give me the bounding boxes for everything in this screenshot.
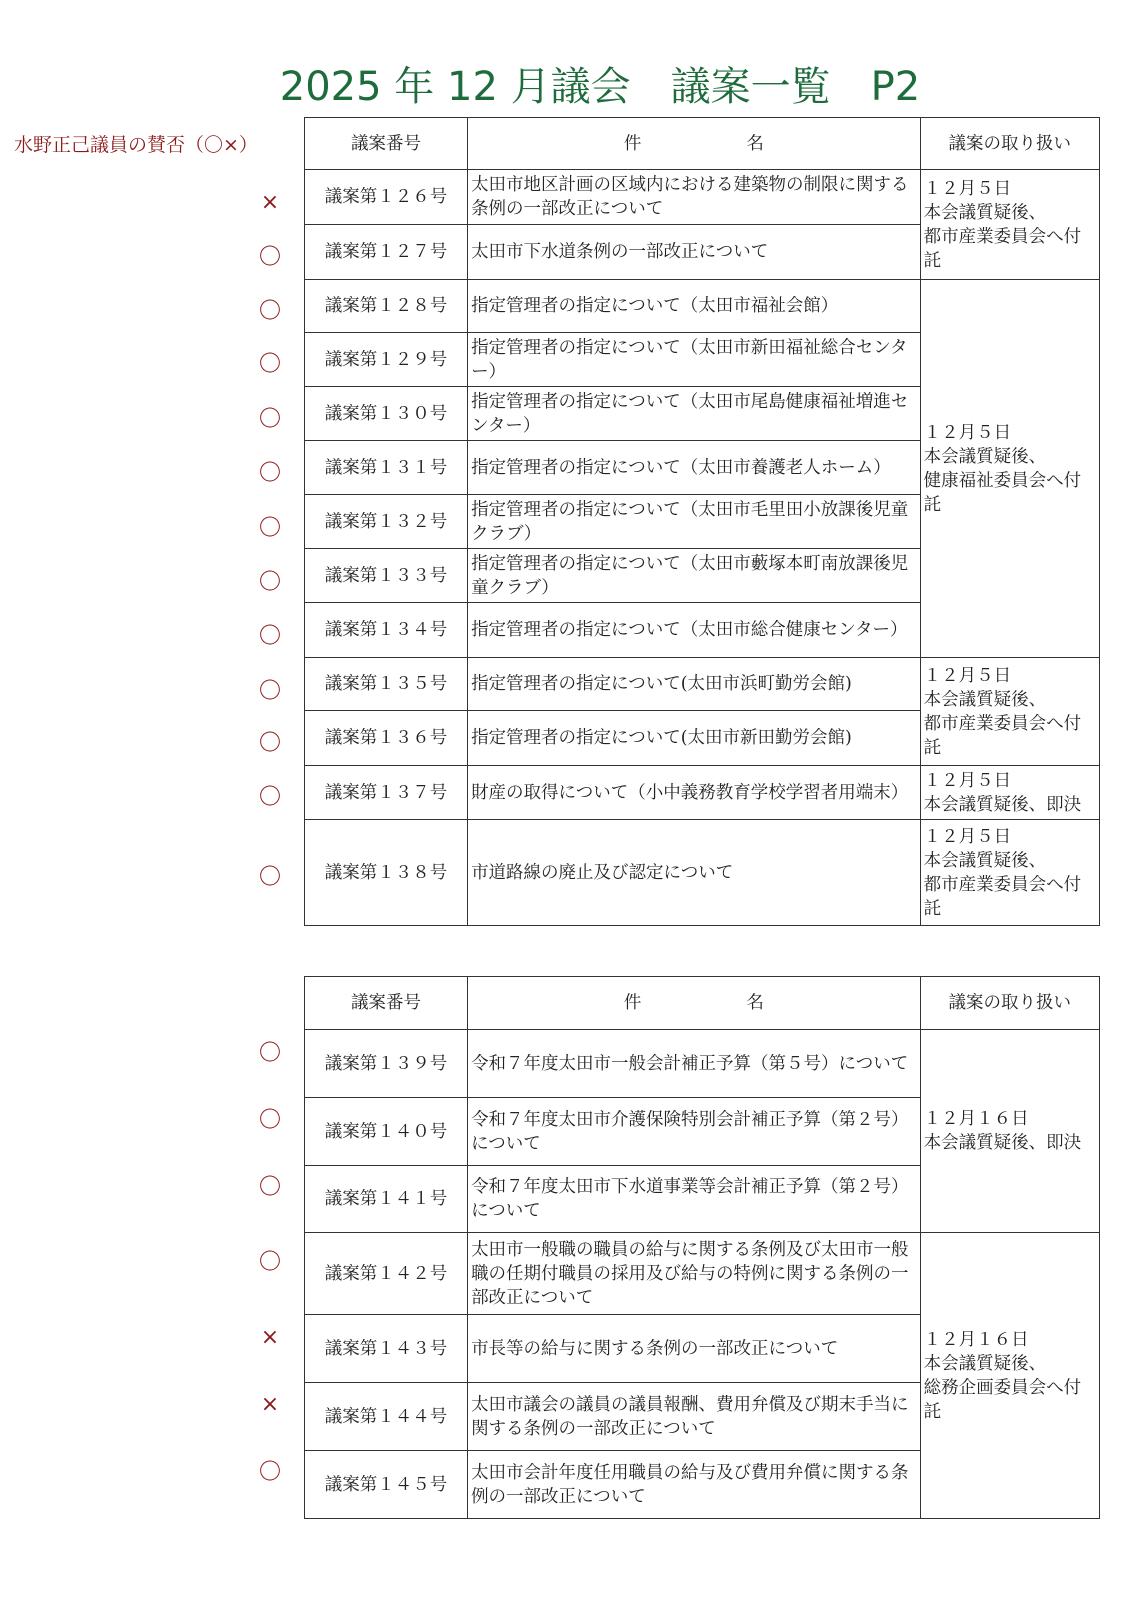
bill-subject: 令和７年度太田市一般会計補正予算（第５号）について [468, 1030, 921, 1098]
vote-mark: 〇 [258, 731, 281, 756]
bill-number: 議案第１３９号 [305, 1030, 468, 1098]
bill-handling: １２月５日 本会議質疑後、 都市産業委員会へ付託 [920, 820, 1099, 926]
bill-handling: １２月５日 本会議質疑後、即決 [920, 766, 1099, 820]
header-subject: 件 名 [468, 977, 921, 1030]
bill-number: 議案第１２８号 [305, 280, 468, 333]
bill-handling: １２月５日 本会議質疑後、 都市産業委員会へ付託 [920, 170, 1099, 280]
header-handling: 議案の取り扱い [920, 118, 1099, 170]
vote-mark: 〇 [258, 1175, 281, 1200]
vote-mark: 〇 [258, 299, 281, 324]
bill-handling: １２月１６日 本会議質疑後、 総務企画委員会へ付託 [920, 1233, 1099, 1519]
bill-handling: １２月５日 本会議質疑後、 都市産業委員会へ付託 [920, 658, 1099, 766]
vote-mark: 〇 [258, 516, 281, 541]
bill-subject: 指定管理者の指定について（太田市尾島健康福祉増進センター） [468, 387, 921, 441]
vote-mark: × [260, 1325, 280, 1350]
bill-subject: 指定管理者の指定について（太田市福祉会館） [468, 280, 921, 333]
bill-subject: 指定管理者の指定について(太田市浜町勤労会館) [468, 658, 921, 711]
bill-number: 議案第１３３号 [305, 549, 468, 603]
bill-subject: 指定管理者の指定について（太田市新田福祉総合センター） [468, 333, 921, 387]
table-row [305, 170, 1100, 225]
vote-mark: 〇 [258, 461, 281, 486]
table-header-row [305, 977, 1100, 1030]
vote-mark: 〇 [258, 570, 281, 595]
bill-subject: 太田市会計年度任用職員の給与及び費用弁償に関する条例の一部改正について [468, 1451, 921, 1519]
bill-number: 議案第１４１号 [305, 1166, 468, 1233]
bill-subject: 太田市議会の議員の議員報酬、費用弁償及び期末手当に関する条例の一部改正について [468, 1383, 921, 1451]
table-row [305, 658, 1100, 711]
bill-subject: 太田市地区計画の区域内における建築物の制限に関する条例の一部改正について [468, 170, 921, 225]
table-row [305, 1233, 1100, 1315]
vote-mark: × [260, 1392, 280, 1417]
header-handling: 議案の取り扱い [920, 977, 1099, 1030]
bill-subject: 令和７年度太田市介護保険特別会計補正予算（第２号）について [468, 1098, 921, 1166]
table-row [305, 280, 1100, 333]
bill-number: 議案第１４０号 [305, 1098, 468, 1166]
table-header-row [305, 118, 1100, 170]
vote-mark: 〇 [258, 407, 281, 432]
bill-number: 議案第１２６号 [305, 170, 468, 225]
bill-subject: 指定管理者の指定について（太田市養護老人ホーム） [468, 441, 921, 495]
vote-mark: 〇 [258, 679, 281, 704]
bill-number: 議案第１４２号 [305, 1233, 468, 1315]
bill-subject: 指定管理者の指定について（太田市藪塚本町南放課後児童クラブ） [468, 549, 921, 603]
table-row [305, 766, 1100, 820]
bill-subject: 財産の取得について（小中義務教育学校学習者用端末） [468, 766, 921, 820]
bill-subject: 令和７年度太田市下水道事業等会計補正予算（第２号）について [468, 1166, 921, 1233]
bill-number: 議案第１４３号 [305, 1315, 468, 1383]
vote-mark: 〇 [258, 865, 281, 890]
vote-mark: 〇 [258, 624, 281, 649]
table-row [305, 820, 1100, 926]
bill-number: 議案第１２９号 [305, 333, 468, 387]
bill-number: 議案第１３０号 [305, 387, 468, 441]
bill-subject: 指定管理者の指定について（太田市毛里田小放課後児童クラブ） [468, 495, 921, 549]
bill-handling: １２月５日 本会議質疑後、 健康福祉委員会へ付託 [920, 280, 1099, 658]
header-subject: 件 名 [468, 118, 921, 170]
bill-subject: 市長等の給与に関する条例の一部改正について [468, 1315, 921, 1383]
table-row [305, 1030, 1100, 1098]
bill-handling: １２月１６日 本会議質疑後、即決 [920, 1030, 1099, 1233]
vote-mark: 〇 [258, 352, 281, 377]
vote-mark: 〇 [258, 245, 281, 270]
bill-subject: 指定管理者の指定について(太田市新田勤労会館) [468, 711, 921, 766]
bill-number: 議案第１３１号 [305, 441, 468, 495]
bill-subject: 太田市一般職の職員の給与に関する条例及び太田市一般職の任期付職員の採用及び給与の特例に関する条例の一部改正について [468, 1233, 921, 1315]
bill-number: 議案第１３８号 [305, 820, 468, 926]
page-title: 2025 年 12 月議会 議案一覧 P2 [279, 64, 921, 110]
bill-table-2 [304, 976, 1100, 1519]
vote-mark: 〇 [258, 1460, 281, 1485]
bill-number: 議案第１３６号 [305, 711, 468, 766]
vote-column-header: 水野正己議員の賛否（〇×） [14, 134, 258, 156]
bill-number: 議案第１４４号 [305, 1383, 468, 1451]
bill-number: 議案第１３４号 [305, 603, 468, 658]
bill-subject: 指定管理者の指定について（太田市総合健康センター） [468, 603, 921, 658]
vote-mark: 〇 [258, 1108, 281, 1133]
bill-number: 議案第１３２号 [305, 495, 468, 549]
bill-number: 議案第１３５号 [305, 658, 468, 711]
bill-subject: 太田市下水道条例の一部改正について [468, 225, 921, 280]
vote-mark: × [260, 190, 280, 215]
vote-mark: 〇 [258, 1041, 281, 1066]
bill-number: 議案第１４５号 [305, 1451, 468, 1519]
header-number: 議案番号 [305, 118, 468, 170]
bill-table-1 [304, 117, 1100, 926]
bill-subject: 市道路線の廃止及び認定について [468, 820, 921, 926]
header-number: 議案番号 [305, 977, 468, 1030]
vote-mark: 〇 [258, 1250, 281, 1275]
bill-number: 議案第１２７号 [305, 225, 468, 280]
vote-mark: 〇 [258, 785, 281, 810]
bill-number: 議案第１３７号 [305, 766, 468, 820]
